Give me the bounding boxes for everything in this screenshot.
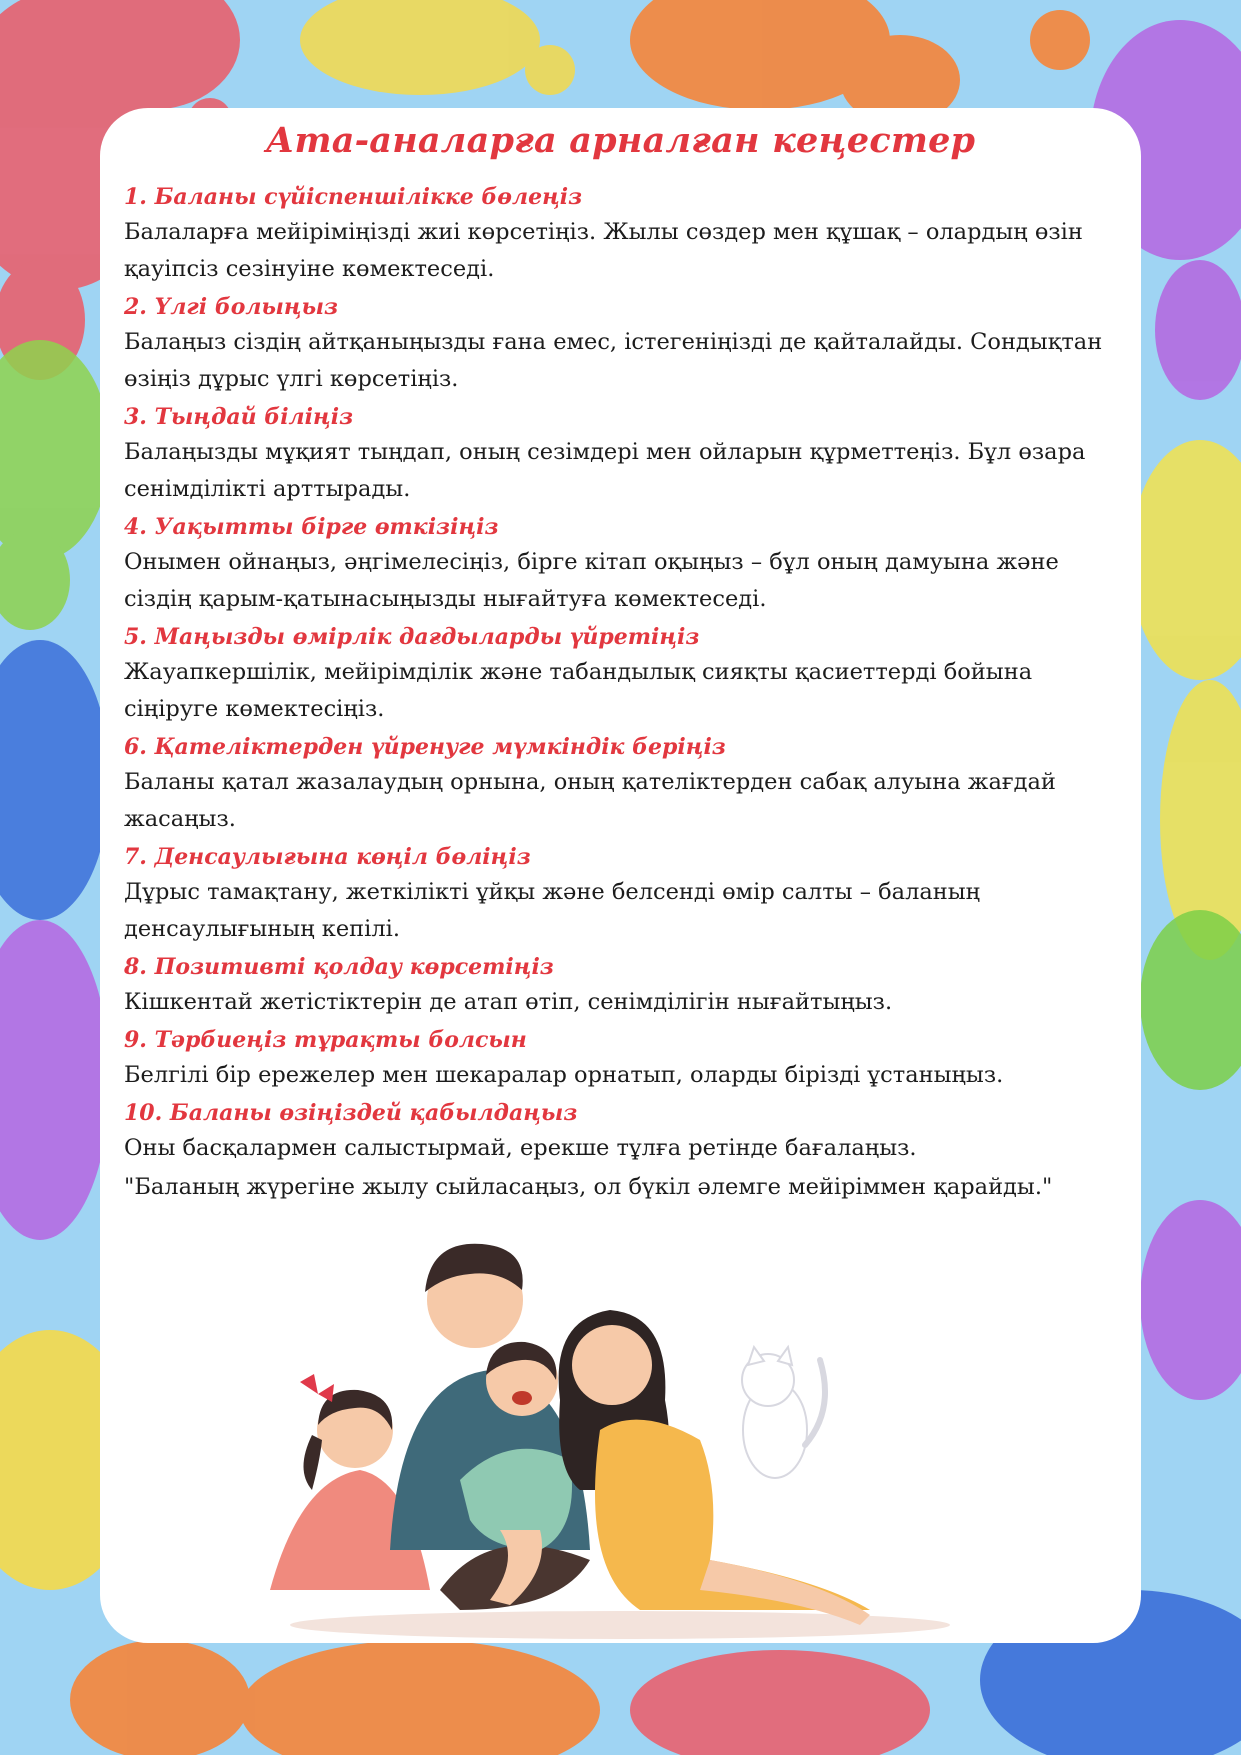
tips-list [124, 180, 1124, 1206]
tip-body: Балаңыз сіздің айтқаныңызды ғана емес, істегеніңізді де қайталайды. Сондықтан өзіңіз дұрыс үлгі көрсетіңіз. [124, 329, 1103, 392]
tip-body: Жауапкершілік, мейірімділік және табандылық сияқты қасиеттерді бойына сіңіруге көмектесіңіз. [124, 659, 1033, 722]
mother-figure [559, 1310, 870, 1625]
closing-quote: "Баланың жүрегіне жылу сыйласаңыз, ол бүкіл әлемге мейіріммен қарайды." [124, 1174, 1053, 1200]
tip-heading: 9. Тәрбиеңіз тұрақты болсын [124, 1027, 527, 1053]
tip-body: Белгілі бір ережелер мен шекаралар орнатып, оларды бірізді ұстаныңыз. [124, 1062, 1004, 1088]
tip-body: Балаларға мейіріміңізді жиі көрсетіңіз. Жылы сөздер мен құшақ – олардың өзін қауіпсіз сезінуіне көмектеседі. [124, 219, 1083, 282]
tip-body: Кішкентай жетістіктерін де атап өтіп, сенімділігін нығайтыңыз. [124, 989, 893, 1015]
tip-heading: 4. Уақытты бірге өткізіңіз [124, 514, 499, 540]
tip-heading: 1. Баланы сүйіспеншілікке бөлеңіз [124, 184, 583, 210]
tip-heading: 3. Тыңдай біліңіз [124, 404, 354, 430]
tip-body: Балаңызды мұқият тыңдап, оның сезімдері мен ойларын құрметтеңіз. Бұл өзара сенімділікті арттырады. [124, 439, 1086, 502]
tip-body: Баланы қатал жазалаудың орнына, оның қателіктерден сабақ алуына жағдай жасаңыз. [124, 769, 1056, 832]
tip-body: Оны басқалармен салыстырмай, ерекше тұлға ретінде бағалаңыз. [124, 1135, 917, 1161]
tip-heading: 8. Позитивті қолдау көрсетіңіз [124, 954, 554, 980]
page-title: Ата-аналарға арналған кеңестер [265, 120, 976, 161]
tip-heading: 6. Қателіктерден үйренуге мүмкіндік беріңіз [124, 734, 726, 760]
family-illustration [260, 1230, 980, 1640]
tip-body: Дұрыс тамақтану, жеткілікті ұйқы және белсенді өмір салты – баланың денсаулығының кепілі. [124, 879, 981, 942]
tip-heading: 10. Баланы өзіңіздей қабылдаңыз [124, 1100, 578, 1126]
tip-heading: 5. Маңызды өмірлік дағдыларды үйретіңіз [124, 624, 700, 650]
tip-body: Онымен ойнаңыз, әңгімелесіңіз, бірге кітап оқыңыз – бұл оның дамуына және сіздің қарым-қатынасыңызды нығайтуға көмектеседі. [124, 549, 1059, 612]
cat-figure [742, 1347, 825, 1478]
tip-heading: 7. Денсаулығына көңіл бөліңіз [124, 844, 531, 870]
tip-heading: 2. Үлгі болыңыз [124, 294, 339, 320]
